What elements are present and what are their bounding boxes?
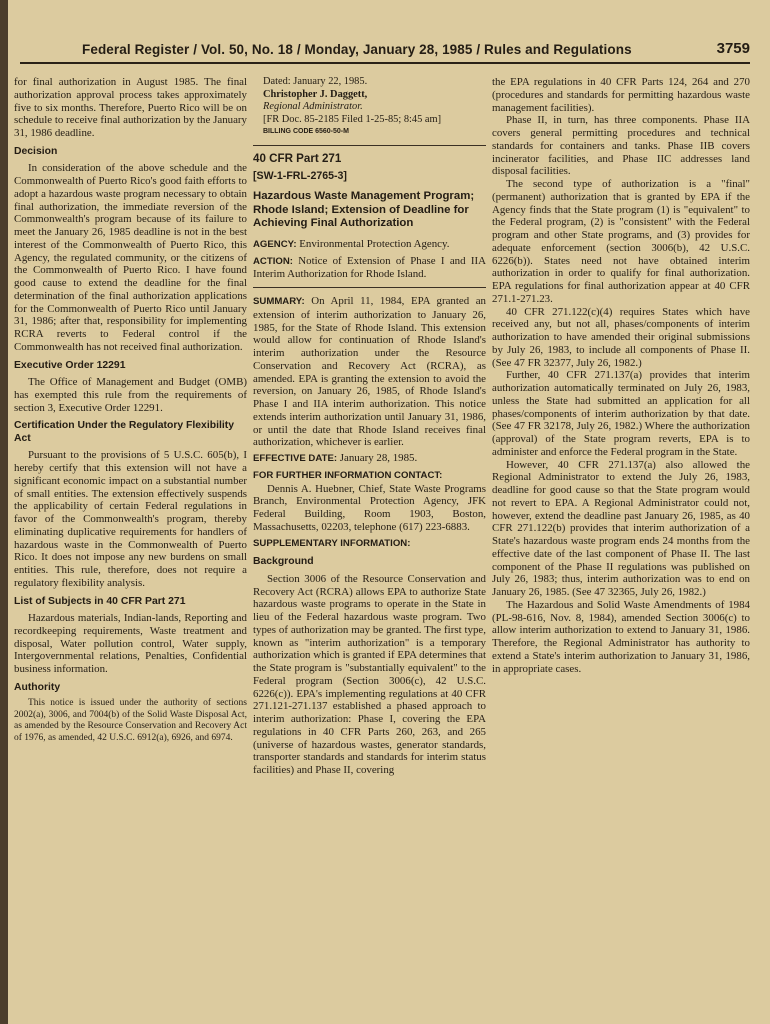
paragraph: In consideration of the above schedule and the Commonwealth of Puerto Rico's good faith efforts to adopt a hazardous waste program necessary to obtain final authorization, the immediate reversion of the Commonwealth's program because of its failure to meet the January 26, 1985 deadline is not in the best interest of the Commonwealth of Puerto Rico, this Agency, the regulated community, or the citizens of the Commonwealth of Puerto Rico. I have found good cause to extend the deadline for the final determination of the final authorization applications for the Commonwealth of Puerto Rico until January 31, 1986; after that, responsibility for implementing RCRA reverts to Federal control if the Commonwealth has not received final authorization. [14, 162, 247, 353]
docket-number: [SW-1-FRL-2765-3] [253, 169, 347, 182]
document-title: Hazardous Waste Management Program; Rhode Island; Extension of Deadline for Achieving Final Authorization [253, 190, 475, 230]
authority-block [14, 698, 247, 744]
running-head: Federal Register / Vol. 50, No. 18 / Monday, January 28, 1985 / Rules and Regulations [82, 42, 632, 57]
effective-text: January 28, 1985. [339, 452, 418, 465]
divider [253, 287, 486, 288]
paragraph: This notice is issued under the authority of sections 2002(a), 3006, and 7004(b) of the Solid Waste Disposal Act, as amended by the Resource Conservation and Recovery Act of 1976, as amended, 42 U.S.C. 6912(a), 6926, and 6974. [14, 698, 247, 744]
paragraph: Pursuant to the provisions of 5 U.S.C. 605(b), I hereby certify that this extension will not have a significant economic impact on a substantial number of small entities. The extension effectively suspends the applicability of certain Federal regulations in favor of the Commonwealth's program, thereby eliminating duplicative requirements for handlers of hazardous waste in the Commonwealth of Puerto Rico. It does not impose any new burdens on small entities. This rule, therefore, does not require a regulatory flexibility analysis. [14, 449, 247, 589]
paragraph: The Hazardous and Solid Waste Amendments of 1984 (PL-98-616, Nov. 8, 1984), amended Section 3006(c) to allow interim authorization to extend to January 31, 1986. Therefore, the Regional Administrator has authority to extend a State's interim authorization to January 31, 1986, in appropriate cases. [492, 598, 750, 675]
supplementary-label-line [253, 537, 486, 551]
action-label: ACTION: [253, 255, 293, 267]
signature-block [263, 76, 486, 139]
column-left [14, 76, 247, 745]
column-middle [253, 76, 486, 777]
summary-text: On April 11, 1984, EPA granted an extension of interim authorization to January 26, 1985, for the State of Rhode Island. This extension would allow for continuation of Rhode Island's interim authorization under the Resource Conservation and Recovery Act (RCRA), as amended. EPA is granting the extension to avoid the reversion, on January 26, 1985, of Rhode Island's Phase I and IIA interim authorization. This notice extends interim authorization until January 31, 1986, or until the date that Rhode Island receives final authorization, whichever is earlier. [253, 295, 486, 449]
divider [253, 145, 486, 146]
paragraph: Further, 40 CFR 271.137(a) provides that interim authorization automatically terminated on July 26, 1983, unless the State had submitted an application for all phases/components of interim authorization by that date. (See 47 FR 32178, July 26, 1982.) Where the authorization (approval) of the State program reverts, EPA is to administer and enforce the Federal program in the State. [492, 369, 750, 458]
page-header [20, 38, 750, 64]
effective-label: EFFECTIVE DATE: [253, 453, 338, 465]
paragraph: Phase II, in turn, has three components. Phase IIA covers general permitting procedures and technical standards for containers and tanks. Phase IIB covers incinerator facilities, and Phase IIC addresses land disposal facilities. [492, 114, 750, 178]
contact-text: Dennis A. Huebner, Chief, State Waste Programs Branch, Environmental Protection Agency, JFK Federal Building, Room 1903, Boston, Massachusetts, 02203, telephone (617) 223-6883. [253, 482, 486, 533]
paragraph: 40 CFR 271.122(c)(4) requires States which have received any, but not all, phases/components of interim authorization to have amended their original submissions by July 26, 1983, to include all components of Phase II. (See 47 FR 32377, July 26, 1982.) [492, 305, 750, 369]
page-number: 3759 [716, 40, 750, 57]
heading-background: Background [253, 556, 314, 568]
action-text: Notice of Extension of Phase I and IIA Interim Authorization for Rhode Island. [253, 254, 486, 281]
supplementary-label: SUPPLEMENTARY INFORMATION: [253, 537, 411, 549]
action-paragraph [253, 255, 486, 282]
contact-label: FOR FURTHER INFORMATION CONTACT: [253, 469, 443, 481]
agency-text: Environmental Protection Agency. [299, 237, 450, 250]
paragraph: The second type of authorization is a "final" (permanent) authorization that is granted by EPA if the Agency finds that the State program (1) is "equivalent" to the Federal program, (2) is "consistent" with the Federal program and other State programs, and (3) provides for adequate enforcement (section 3006(b), 42 U.S.C. 6226(b)). States need not have obtained interim authorization in order to qualify for final authorization. EPA regulations for final authorization appear at 40 CFR 271.1-271.23. [492, 178, 750, 305]
binding-gutter [0, 0, 8, 1024]
agency-paragraph [253, 238, 486, 252]
billing-code: BILLING CODE 6560-50-M [263, 128, 349, 136]
column-right [492, 76, 750, 675]
paragraph: the EPA regulations in 40 CFR Parts 124, 264 and 270 (procedures and standards for permitting hazardous waste management facilities). [492, 76, 750, 114]
paragraph: for final authorization in August 1985. The final authorization approval process takes approximately five to six months. Therefore, Puerto Rico will be on schedule to receive final authorization by the January 31, 1986 deadline. [14, 76, 247, 139]
summary-label: SUMMARY: [253, 296, 305, 308]
effective-paragraph [253, 452, 486, 466]
paragraph: The Office of Management and Budget (OMB) has exempted this rule from the requirements of section 3, Executive Order 12291. [14, 376, 247, 414]
contact-label-line [253, 469, 486, 483]
paragraph: Section 3006 of the Resource Conservation and Recovery Act (RCRA) allows EPA to authorize State hazardous waste programs to operate in the State in lieu of the Federal hazardous waste program. Two types of authorization may be granted. The first type, known as "interim authorization" is a temporary authorization which is granted if EPA determines that the State program is "substantially equivalent" to the Federal program (Section 3006(c), 42 U.S.C. 6226(c)). EPA's implementing regulations at 40 CFR 271.121-271.137 established a phased approach to interim authorization: Phase I, covering the EPA regulations in 40 CFR Parts 260, 263, and 265 (universe of hazardous wastes, generator standards, transporter standards and standards for interim status facilities) and Phase II, covering [253, 572, 486, 777]
paragraph: However, 40 CFR 271.137(a) also allowed the Regional Administrator to extend the July 26, 1983, deadline for good cause so that the State program would not revert to EPA. A Regional Administrator could not, however, extend the deadline past January 26, 1985, as 40 CFR 271.122(b) provides that interim authorization of a State's hazardous waste program ends 24 months from the effective date of the last component of Phase II. The last component of the Phase II regulations was published on July 26, 1983; thus, interim authorization was to end on January 26, 1985. (See 47 32365, July 26, 1982.) [492, 458, 750, 598]
fr-doc-line: [FR Doc. 85-2185 Filed 1-25-85; 8:45 am] [263, 113, 442, 125]
heading-decision: Decision [14, 145, 58, 157]
agency-label: AGENCY: [253, 238, 297, 250]
signer-name: Christopher J. Daggett, [263, 88, 368, 100]
heading-authority: Authority [14, 681, 61, 693]
signer-title: Regional Administrator. [263, 101, 363, 113]
cfr-part: 40 CFR Part 271 [253, 151, 342, 165]
heading-certification: Certification Under the Regulatory Flexibility Act [14, 420, 234, 444]
heading-list-of-subjects: List of Subjects in 40 CFR Part 271 [14, 595, 186, 607]
summary-paragraph [253, 295, 486, 449]
dated-line: Dated: January 22, 1985. [263, 76, 368, 87]
heading-executive-order: Executive Order 12291 [14, 359, 126, 371]
paragraph: Hazardous materials, Indian-lands, Reporting and recordkeeping requirements, Waste treatment and disposal, Water pollution control, Water supply, Intergovernmental relations, Penalties, Confidential business information. [14, 612, 247, 675]
